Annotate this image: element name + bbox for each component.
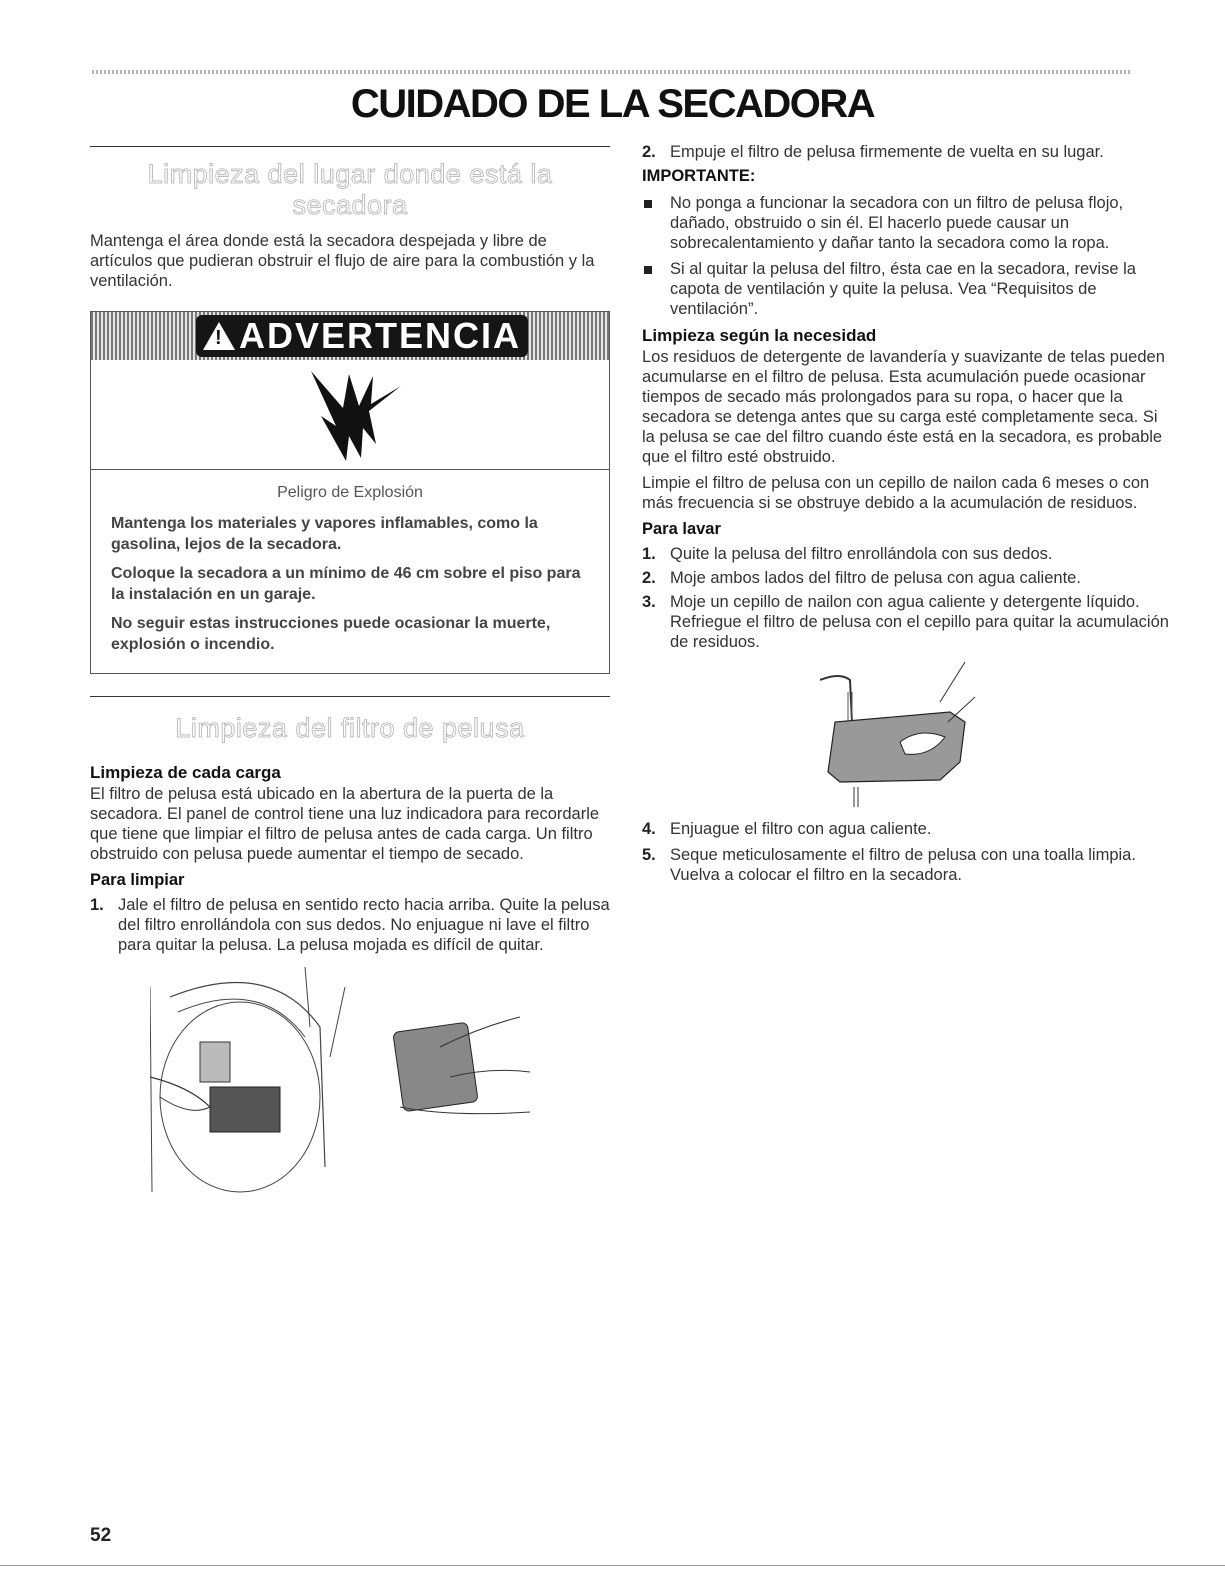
bullet-icon (642, 259, 670, 319)
warning-line: No seguir estas instrucciones puede ocasionar la muerte, explosión o incendio. (111, 615, 551, 653)
warning-label (196, 315, 528, 357)
bullet-item (642, 193, 1172, 253)
to-wash-heading: Para lavar (642, 520, 721, 538)
as-needed-heading: Limpieza según la necesidad (642, 326, 877, 345)
section-rule (90, 696, 610, 697)
step-text: Seque meticulosamente el filtro de pelusa con una toalla limpia. Vuelva a colocar el filtro en la secadora. (670, 846, 1136, 884)
bullet-text: Si al quitar la pelusa del filtro, ésta cae en la secadora, revise la capota de ventilación y quite la pelusa. Vea “Requisitos de ventilación”. (670, 260, 1136, 318)
bullet-item (642, 259, 1172, 319)
dryer-location-text: Mantenga el área donde está la secadora despejada y libre de artículos que pudieran obstruir el flujo de aire para la combustión y la ventilación. (90, 232, 595, 290)
warning-line: Coloque la secadora a un mínimo de 46 cm sobre el piso para la instalación en un garaje. (111, 565, 581, 603)
step-text: Jale el filtro de pelusa en sentido recto hacia arriba. Quite la pelusa del filtro enrollándola con sus dedos. No enjuague ni lave el filtro para quitar la pelusa. La pelusa mojada es difícil de quitar. (118, 896, 610, 954)
warning-header (91, 312, 609, 360)
step-number: 2. (642, 569, 656, 587)
bottom-rule (0, 1565, 1225, 1566)
to-clean-heading: Para limpiar (90, 871, 185, 889)
list-item (642, 544, 1172, 564)
warning-label-text: ADVERTENCIA (238, 315, 521, 356)
step-text: Moje ambos lados del filtro de pelusa con agua caliente. (670, 569, 1081, 587)
filter-washing-illustration (820, 662, 1000, 812)
warning-line: Mantenga los materiales y vapores inflamables, como la gasolina, lejos de la secadora. (111, 515, 538, 553)
list-item (642, 592, 1172, 652)
warning-box (90, 311, 610, 674)
step-number: 4. (642, 820, 656, 838)
list-item (90, 895, 610, 955)
list-item (642, 845, 1172, 885)
explosion-icon (291, 366, 411, 466)
left-column (90, 138, 610, 1202)
important-heading: IMPORTANTE: (642, 167, 756, 185)
step-number: 5. (642, 846, 656, 864)
warning-icon-area (91, 360, 609, 470)
bullet-text: No ponga a funcionar la secadora con un filtro de pelusa flojo, dañado, obstruido o sin él. El hacerlo puede causar un sobrecalentamiento y dañar tanto la secadora como la ropa. (670, 194, 1124, 252)
list-item (642, 568, 1172, 588)
warning-text (91, 470, 609, 673)
every-load-heading: Limpieza de cada carga (90, 763, 281, 782)
section-heading-dryer-location: Limpieza del lugar donde está la secadora (147, 159, 553, 220)
section-heading-lint-filter: Limpieza del filtro de pelusa (175, 713, 525, 743)
every-load-text: El filtro de pelusa está ubicado en la abertura de la puerta de la secadora. El panel de control tiene una luz indicadora para recordarle que tiene que limpiar el filtro de pelusa antes de cada carga. Un filtro obstruido con pelusa puede aumentar el tiempo de secado. (90, 785, 600, 863)
step-number: 1. (90, 896, 104, 914)
right-column (642, 138, 1172, 885)
list-item (642, 819, 1172, 839)
bullet-icon (642, 193, 670, 253)
list-item (642, 142, 1172, 162)
section-rule (90, 146, 610, 147)
page-title: CUIDADO DE LA SECADORA (350, 82, 875, 126)
step-text: Quite la pelusa del filtro enrollándola con sus dedos. (670, 545, 1053, 563)
step-text: Moje un cepillo de nailon con agua caliente y detergente líquido. Refriegue el filtro de pelusa con el cepillo para quitar la acumulación de residuos. (670, 593, 1169, 651)
step-number: 3. (642, 593, 656, 611)
warning-triangle-icon (203, 322, 235, 350)
top-dotted-rule (92, 70, 1132, 74)
dryer-filter-illustration (150, 967, 570, 1197)
page-number: 52 (90, 1525, 112, 1546)
step-number: 2. (642, 143, 656, 161)
warning-hazard: Peligro de Explosión (277, 484, 423, 501)
step-number: 1. (642, 545, 656, 563)
as-needed-text: Los residuos de detergente de lavandería y suavizante de telas pueden acumularse en el filtro de pelusa. Esta acumulación puede ocasionar tiempos de secado más prolongados para su ropa, o hacer que la secadora se detenga antes que su carga esté completamente seca. Si la pelusa se cae del filtro cuando éste está en la secadora, es probable que el filtro esté obstruido. (642, 348, 1165, 466)
as-needed-text-2: Limpie el filtro de pelusa con un cepillo de nailon cada 6 meses o con más frecuencia si se obstruye debido a la acumulación de residuos. (642, 474, 1150, 512)
step-text: Empuje el filtro de pelusa firmemente de vuelta en su lugar. (670, 143, 1104, 161)
step-text: Enjuague el filtro con agua caliente. (670, 820, 932, 838)
